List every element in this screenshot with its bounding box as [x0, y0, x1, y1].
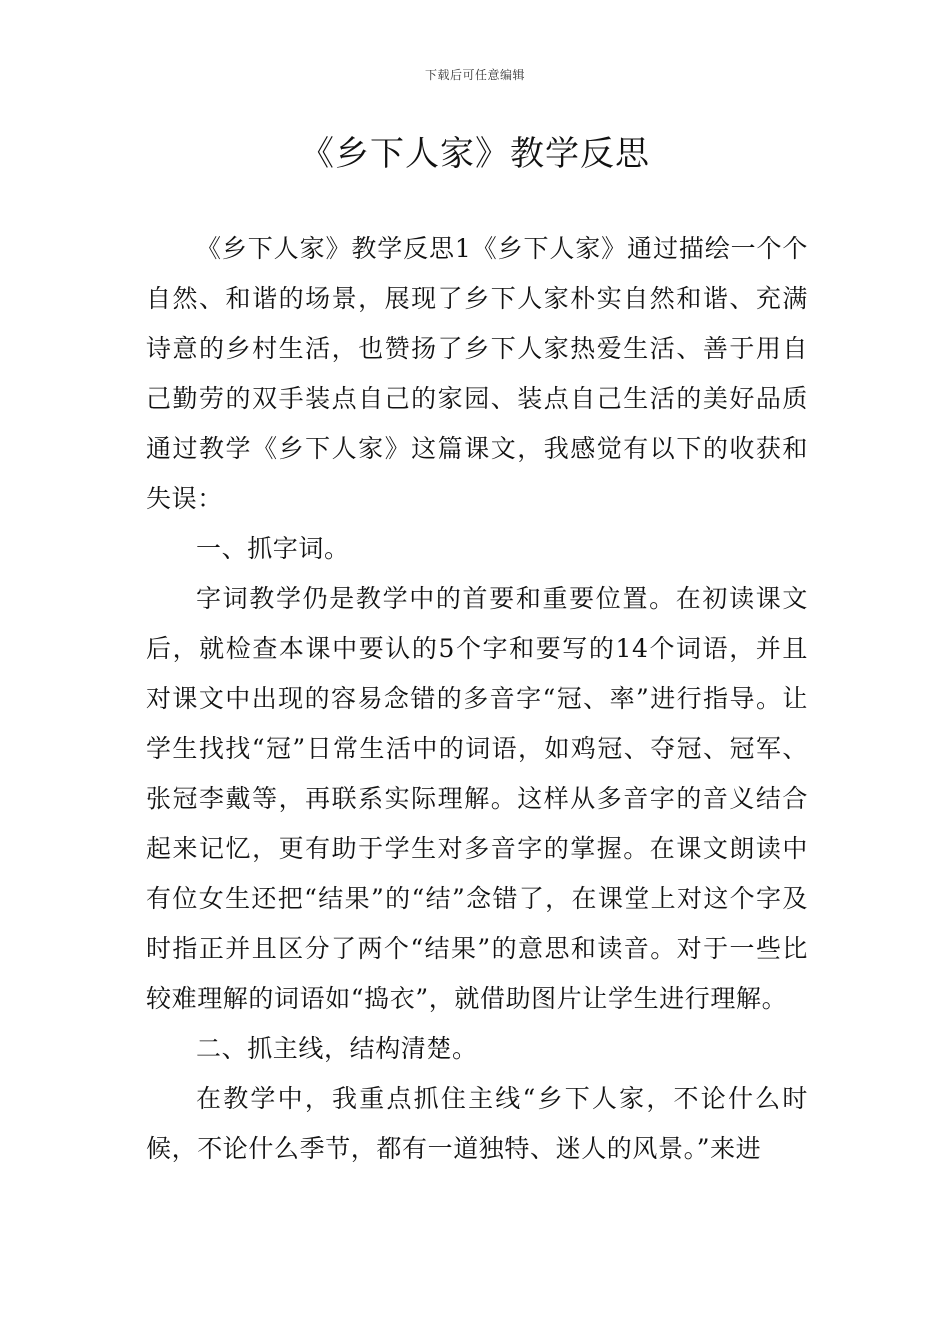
paragraph-main-line: 在教学中，我重点抓住主线“乡下人家，不论什么时候，不论什么季节，都有一道独特、迷人的风景。”来进 [146, 1084, 808, 1163]
section-heading-2: 二、抓主线，结构清楚。 [196, 1034, 478, 1063]
document-title: 《乡下人家》教学反思 [300, 134, 650, 174]
section-heading-1: 一、抓字词。 [196, 534, 350, 563]
paragraph-intro: 《乡下人家》教学反思1《乡下人家》通过描绘一个个自然、和谐的场景，展现了乡下人家朴实自然和谐、充满诗意的乡村生活，也赞扬了乡下人家热爱生活、善于用自己勤劳的双手装点自己的家园、装点自己生活的美好品质通过教学《乡下人家》这篇课文，我感觉有以下的收获和失误： [146, 234, 808, 513]
paragraph-vocabulary: 字词教学仍是教学中的首要和重要位置。在初读课文后，就检查本课中要认的5个字和要写的14个词语，并且对课文中出现的容易念错的多音字“冠、率”进行指导。让学生找找“冠”日常生活中的词语，如鸡冠、夺冠、冠军、张冠李戴等，再联系实际理解。这样从多音字的音义结合起来记忆，更有助于学生对多音字的掌握。在课文朗读中有位女生还把“结果”的“结”念错了，在课堂上对这个字及时指正并且区分了两个“结果”的意思和读音。对于一些比较难理解的词语如“捣衣”，就借助图片让学生进行理解。 [146, 584, 808, 1013]
document-body [146, 224, 808, 1174]
header-note: 下载后可任意编辑 [424, 68, 525, 82]
